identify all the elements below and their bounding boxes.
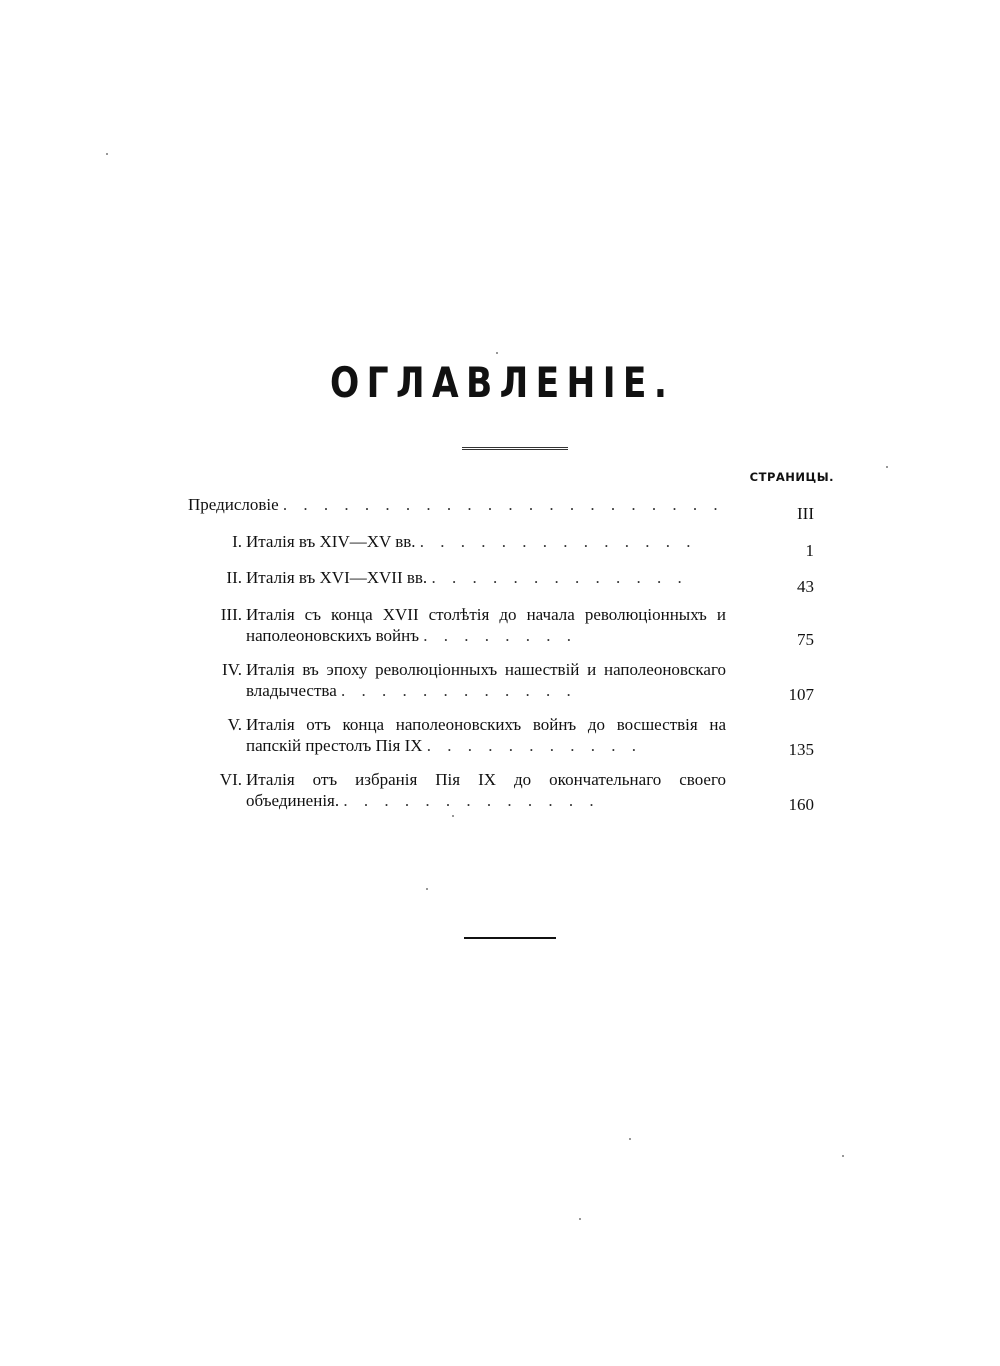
toc-entry-page: 1 <box>805 541 814 560</box>
table-of-contents <box>188 494 818 815</box>
toc-entry-text: Италiя отъ избранiя Пiя IX до окончательнаго своего объединенiя. <box>246 770 726 810</box>
toc-entry-page: 75 <box>797 630 814 649</box>
scan-speck <box>452 815 454 817</box>
scan-speck <box>106 153 108 155</box>
toc-entry-text: Италiя съ конца XVII столѣтiя до начала революцiонныхъ и наполеоновскихъ войнъ <box>246 605 726 645</box>
toc-entry-text: Предисловiе <box>188 495 279 514</box>
toc-entry-page: 135 <box>788 740 814 759</box>
toc-entry <box>188 714 818 760</box>
toc-entry <box>188 604 818 650</box>
scan-speck <box>426 888 428 890</box>
leader-dots: . . . . . . . . . . . . . <box>343 791 600 810</box>
toc-entry-number: II. <box>226 568 242 587</box>
title-divider <box>462 447 568 450</box>
end-divider <box>464 937 556 939</box>
toc-entry <box>188 531 818 561</box>
leader-dots: . . . . . . . . . . . . . . <box>419 532 697 551</box>
pages-column-header: СТРАНИЦЫ. <box>749 470 834 484</box>
scan-speck <box>579 1218 581 1220</box>
leader-dots: . . . . . . . . . . . <box>426 736 643 755</box>
toc-entry <box>188 659 818 705</box>
leader-dots: . . . . . . . . . . . . . <box>431 568 688 587</box>
scan-speck <box>629 1138 631 1140</box>
toc-entry-number: V. <box>227 715 242 734</box>
toc-entry-page: 160 <box>788 795 814 814</box>
toc-entry-page: 107 <box>788 685 814 704</box>
toc-entry-text: Италiя въ XVI—XVII вв. <box>246 568 428 587</box>
toc-entry-number: IV. <box>222 660 242 679</box>
toc-entry-text: Италiя въ эпоху революцiонныхъ нашествiй и наполеоновскаго владычества <box>246 660 726 700</box>
toc-entry-number: III. <box>220 605 242 624</box>
scan-speck <box>886 466 888 468</box>
toc-entry-page: III <box>797 504 814 523</box>
toc-entry-text: Италiя въ XIV—XV вв. <box>246 532 416 551</box>
toc-entry-number: VI. <box>219 770 242 789</box>
toc-entry-number: I. <box>232 532 242 551</box>
toc-entry-page: 43 <box>797 577 814 596</box>
scan-speck <box>496 352 498 354</box>
toc-entry <box>188 494 818 524</box>
toc-entry <box>188 769 818 815</box>
toc-entry <box>188 567 818 597</box>
leader-dots: . . . . . . . . . . . . <box>341 681 577 700</box>
page-title: ОГЛАВЛЕНIЕ. <box>330 358 675 407</box>
toc-entry-text: Италiя отъ конца наполеоновскихъ войнъ до восшествiя на папскiй престолъ Пiя IX <box>246 715 726 755</box>
leader-dots: . . . . . . . . <box>423 626 578 645</box>
scan-speck <box>842 1155 844 1157</box>
leader-dots: . . . . . . . . . . . . . . . . . . . . . . <box>282 495 724 514</box>
